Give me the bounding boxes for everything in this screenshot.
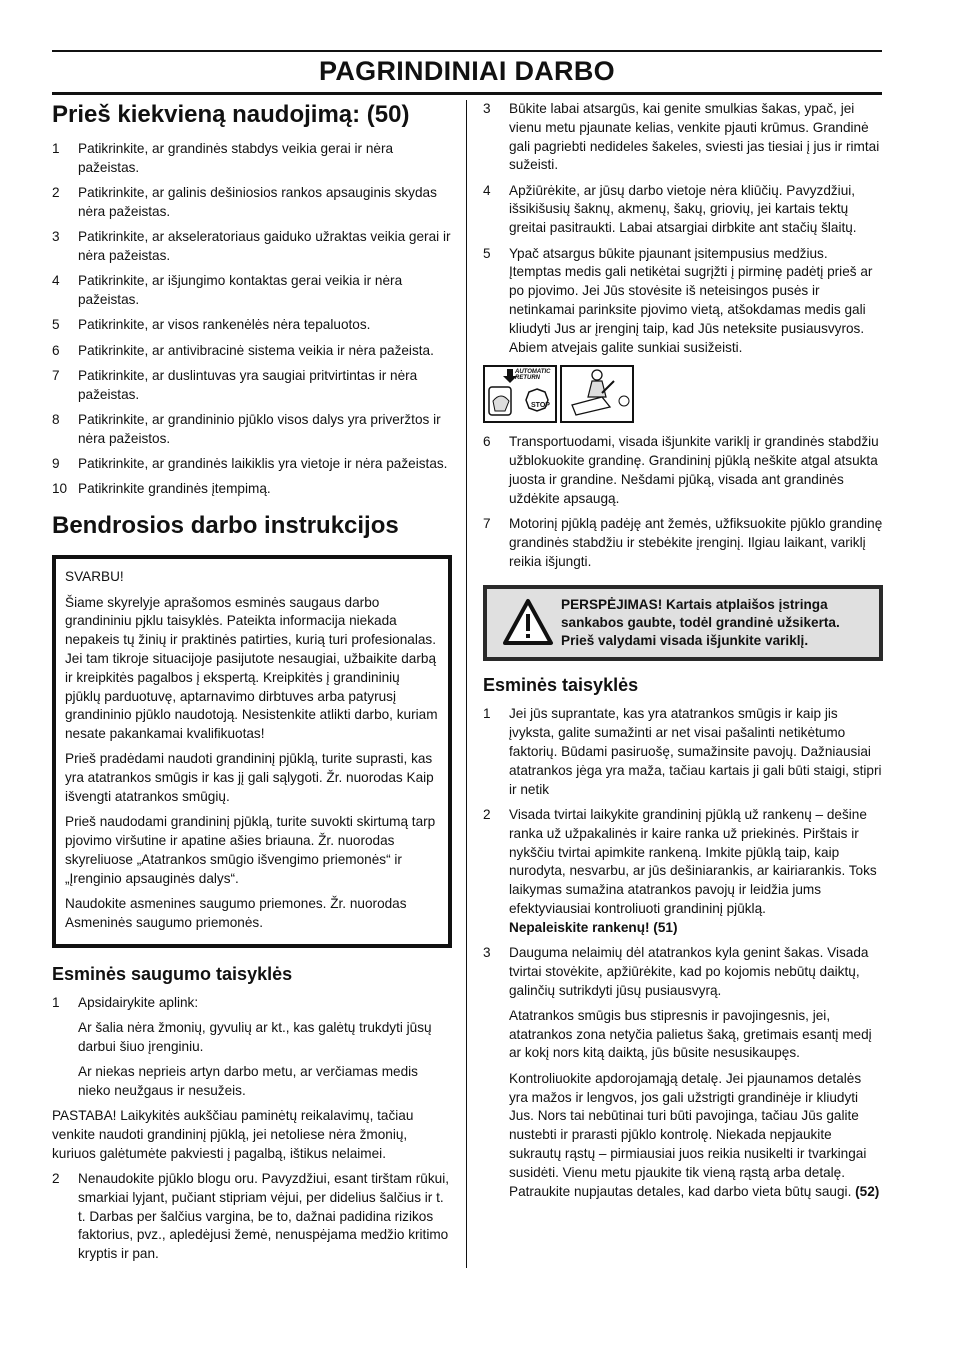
list-item: [483, 100, 883, 175]
item-text: Apsidairykite aplink:: [78, 994, 199, 1010]
list-item: [52, 316, 452, 335]
item-text: Būkite labai atsargūs, kai genite smulkias šakas, ypač, jei vienu metu pjaunate kelias, venkite pjauti krūmus. Grandinė gali pagriebti nedideles šakeles, sviesti jas tiesiai į jus ir rimtai sužeisti.: [509, 101, 880, 173]
item-number: 2: [52, 1170, 60, 1186]
item-number: 6: [483, 434, 491, 450]
item-number: 3: [483, 945, 491, 960]
warning-inner: [487, 589, 879, 657]
item-number: 6: [52, 342, 60, 358]
item-text: Nenaudokite pjūklo blogu oru. Pavyzdžiui, esant tirštam rūkui, smarkiai lyjant, pučiant stipriam vėjui, per didelius šalčius ir t. t. Darbas per šalčius vargina, be to, dažnai padidina rizikos faktorius, pvz., apledėjusi žemė, nenuspėjama medžio kritimo kryptis ir pan.: [78, 1170, 450, 1262]
item-number: 4: [52, 273, 60, 289]
checklist: [52, 140, 452, 499]
indented-paragraph: Ar šalia nėra žmonių, gyvulių ar kt., kas galėtų trukdyti jūsų darbui šiuo įrenginiu.: [78, 1019, 432, 1054]
list-item: [483, 515, 883, 571]
header-rule: [52, 92, 882, 95]
list-item: [52, 342, 452, 361]
list-item: [483, 944, 883, 1000]
item-text: [509, 806, 883, 938]
note-paragraph: PASTABA! Laikykitės aukščiau paminėtų reikalavimų, tačiau venkite naudoti grandininį pjūklą, jei netoliese nėra žmonių, kuriuos galėtumėte pakviesti į pagalbą, ištikus nelaimei.: [52, 1108, 414, 1161]
item-number: 4: [483, 182, 491, 198]
item-number: 2: [52, 185, 60, 201]
item-text: Patikrinkite, ar galinis dešiniosios rankos apsauginis skydas nėra pažeistas.: [78, 185, 437, 219]
indented-paragraph: Ar niekas neprieis artyn darbo metu, ar verčiamas medis nieko neužgaus ir nesužeis.: [78, 1063, 418, 1098]
important-label: SVARBU!: [65, 569, 124, 585]
item-number: 1: [483, 706, 491, 722]
figure-ref: (52): [855, 1183, 880, 1199]
item-number: 7: [52, 367, 60, 383]
item-number: 1: [52, 994, 60, 1010]
list-item: [52, 140, 452, 178]
item-number: 2: [483, 806, 491, 822]
warning-icon: [495, 596, 561, 650]
item-text: Patikrinkite, ar grandininio pjūklo visos dalys yra priveržtos ir nėra pažeistos.: [78, 412, 441, 446]
important-paragraph: Šiame skyrelyje aprašomos esminės saugaus darbo grandininiu pjklu taisyklės. Pateikta informacija niekada nepakeis tų žinių ir praktinės patirties, kurią turi profesionalas. Jei tam tikroje situacijoje pasijutote nesaugiai, užbaikite darbą ir kreipkitės pagalbos į ekspertą. Kreipkitės į grandininių pjūklų parduotuvę, aptarnavimo dirbtuves arba patyrusį grandininio pjūklo naudotoją. Nesistenkite atlikti darbo, kuriam nesate pakankamai kvalifikuotas!: [65, 594, 438, 742]
item-number: 9: [52, 456, 60, 472]
item-text: Patikrinkite, ar duslintuvas yra saugiai pritvirtintas ir nėra pažeistas.: [78, 367, 418, 402]
indented-paragraph: [509, 1070, 883, 1202]
numbered-list: [483, 433, 883, 571]
list-item: [52, 184, 452, 222]
subheading-essential-rules: Esminės taisyklės: [483, 675, 639, 696]
automatic-return-label: AUTOMATIC RETURN: [515, 369, 551, 382]
item-number: 8: [52, 412, 60, 428]
right-column: [483, 100, 883, 1208]
top-rule: [52, 50, 882, 52]
item-text: Ypač atsargus būkite pjaunant įsitempusius medžius. Įtemptas medis gali netikėtai sugrįžti į pirminę padėtį prieš ar po pjovimo. Jei Jūs stovėsite iš neteisingos pusės ir netinkamai parinksite pjovimo vietą, atšokdamas medis gali kliudyti Jus ar įrenginį taip, kad Jūs neteksite pusiausvyros. Abiem atvejais galite sunkiai susižeisti.: [509, 245, 873, 355]
important-box: [52, 555, 452, 947]
item-number: 3: [483, 101, 491, 116]
section-heading-before-use: Prieš kiekvieną naudojimą: (50): [52, 101, 410, 128]
illustrations: [483, 365, 883, 423]
list-item: [52, 455, 452, 474]
important-paragraph: Prieš pradėdami naudoti grandininį pjūklą, turite suprasti, kas yra atatrankos smūgis ir kas jį gali sąlygoti. Žr. nuorodas Kaip išvengti atatrankos smūgių.: [65, 751, 434, 805]
item-number: 1: [52, 141, 60, 156]
left-column: [52, 100, 452, 1270]
item-text: Patikrinkite, ar akseleratoriaus gaiduko užraktas veikia gerai ir nėra pažeistas.: [78, 229, 451, 263]
item-number: 7: [483, 516, 491, 532]
list-item: [483, 433, 883, 508]
section-heading-general: Bendrosios darbo instrukcijos: [52, 512, 399, 540]
numbered-list: [483, 100, 883, 357]
item-text: Patikrinkite, ar grandinės stabdys veikia gerai ir nėra pažeistas.: [78, 141, 394, 175]
list-item: [483, 705, 883, 799]
item-text: Dauguma nelaimių dėl atatrankos kyla genint šakas. Visada tvirtai stovėkite, apžiūrėkite, kad po kojomis nebūtų daiktų, galinčių sutrikdyti jūsų pusiausvyrą.: [509, 945, 869, 998]
item-text: Jei jūs suprantate, kas yra atatrankos smūgis ir kaip jis įvyksta, galite sumažinti ar net visai pašalinti netikėtumo faktorių. Būdami pasiruošę, sumažinsite pavojų. Dažniausiai atatrankos jėga yra maža, tačiau kartais ji gali būti staigi, stipri ir netik: [509, 706, 882, 797]
item-number: 5: [52, 317, 60, 333]
list-item: [483, 245, 883, 358]
item-text: Motorinį pjūklą padėję ant žemės, užfiksuokite pjūklo grandinę grandinės stabdžiu ir stebėkite įrenginį. Ilgiau laikant, variklį reikia išjungti.: [509, 516, 883, 569]
list-item: [483, 182, 883, 238]
item-number: 3: [52, 229, 60, 245]
column-divider: [466, 100, 467, 1268]
chainsaw-operator-icon: [562, 367, 632, 421]
warning-box: [483, 585, 883, 661]
item-body: Visada tvirtai laikykite grandininį pjūklą už rankenų – dešine ranka už užpakalinės ir kaire ranka už priekinės. Pirštais ir nykščiu tvirtai apimkite rankeną. Imkite pjūklą taip, kaip nurodyta, nesvarbu, ar jūs dešiniarankis, ar kairiarankis. Toks laikymas sumažina atatrankos pavojų ir leidžia jums efektyviausiai kontroliuoti grandininį pjūklą.: [509, 806, 877, 916]
list-item: [52, 272, 452, 310]
item-number: 5: [483, 245, 491, 261]
item-text: Patikrinkite grandinės įtempimą.: [78, 481, 271, 497]
item-text: Patikrinkite, ar antivibracinė sistema veikia ir nėra pažeista.: [78, 342, 434, 358]
paragraph-body: Kontroliuokite apdorojamąją detalę. Jei pjaunamos detalės yra mažos ir lengvos, jos gali užstrigti grandinėje ir kliudyti Jus. Nors tai nebūtinai turi būti pavojinga, tačiau Jūs galite nustebti ir prarasti pjūklo kontrolę. Niekada nepjaukite sukrautų rąstų – pirmiausiai juos reikia nusikelti ir tvarkingai susidėti. Vienu metu pjaukite tik vieną rąstą arba detalę. Patraukite nupjautas detales, kad darbo vieta būtų saugi.: [509, 1070, 867, 1199]
item-text: Patikrinkite, ar grandinės laikiklis yra vietoje ir nėra pažeistas.: [78, 456, 448, 472]
important-paragraph: Prieš naudodami grandininį pjūklą, turite suvokti skirtumą tarp pjovimo viršutine ir apatine ašies briauna. Žr. nuorodas skyreliuose „Atatrankos smūgio išvengimo priemonės“ ir „Įrenginio apsauginės dalys“.: [65, 814, 436, 886]
chain-brake-illustration: [483, 365, 557, 423]
important-paragraph: Naudokite asmenines saugumo priemones. Žr. nuorodas Asmeninės saugumo priemonės.: [65, 896, 407, 930]
list-item: [483, 806, 883, 938]
subheading-safety-rules: Esminės saugumo taisyklės: [52, 963, 293, 984]
list-item: [52, 228, 452, 266]
list-item: [52, 1170, 452, 1264]
item-text: Transportuodami, visada išjunkite variklį ir grandinės stabdžiu užblokuokite grandinę. Grandininį pjūklą neškite atgal atsukta juosta ir grandine. Nešdami pjūką, visada ant grandinės uždėkite apsaugą.: [509, 434, 879, 506]
page-header: PAGRINDINIAI DARBO: [319, 56, 615, 86]
list-item: [52, 994, 452, 1013]
chainsaw-carry-illustration: [560, 365, 634, 423]
item-bold-ref: Nepaleiskite rankenų! (51): [509, 919, 678, 935]
item-number: 10: [52, 481, 68, 497]
indented-paragraph: Atatrankos smūgis bus stipresnis ir pavojingesnis, jei, atatrankos zona netyčia palietus šaką, gretimais esantį medį ar kokį nors kitą daiktą, jūs būsite nesusikaupęs.: [509, 1007, 872, 1061]
item-text: Apžiūrėkite, ar jūsų darbo vietoje nėra kliūčių. Pavyzdžiui, išsikišusių šaknų, akmenų, šakų, griovių, jei kartais tektų greitai pasitraukti. Labai atsargiai dirbkite ant stačių šlaitų.: [509, 182, 857, 236]
list-item: [52, 480, 452, 499]
list-item: [52, 367, 452, 405]
list-item: [52, 411, 452, 449]
stop-label: STOP: [531, 402, 550, 410]
item-text: Patikrinkite, ar visos rankenėlės nėra tepaluotos.: [78, 317, 371, 333]
item-text: Patikrinkite, ar išjungimo kontaktas gerai veikia ir nėra pažeistas.: [78, 273, 403, 308]
warning-text: PERSPĖJIMAS! Kartais atplaišos įstringa sankabos gaubte, todėl grandinė užsikerta. Prieš valydami visada išjunkite variklį.: [561, 597, 840, 649]
